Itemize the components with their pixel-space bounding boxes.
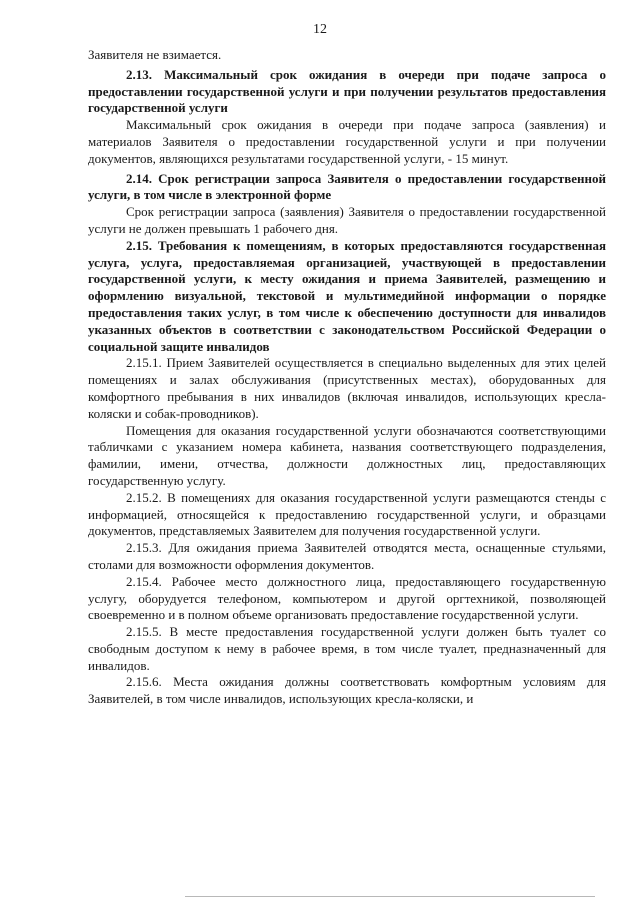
- paragraph-2-15-2: 2.15.2. В помещениях для оказания государственной услуги размещаются стенды с информацией, относящейся к предоставлению государственной услуги, и образцами документов, представляемых Заявителем для получения государственной услуги.: [88, 489, 606, 539]
- paragraph-continuation: Заявителя не взимается.: [88, 47, 222, 62]
- section-heading-2-14: 2.14. Срок регистрации запроса Заявителя о предоставлении государственной услуги, в том числе в электронной форме: [88, 170, 606, 203]
- paragraph-2-15-4: 2.15.4. Рабочее место должностного лица, предоставляющего государственную услугу, оборудуется телефоном, компьютером и другой оргтехникой, позволяющей своевременно и в полном объеме организовать предоставление государственной услуги.: [88, 573, 606, 623]
- paragraph-2-15-1: 2.15.1. Прием Заявителей осуществляется в специально выделенных для этих целей помещениях и залах обслуживания (присутственных местах), оборудованных для комфортного пребывания в них инвалидов (включая инвалидов, использующих кресла-коляски и собак-проводников).: [88, 355, 606, 421]
- paragraph-2-15-5: 2.15.5. В месте предоставления государственной услуги должен быть туалет со свободным доступом к нему в рабочее время, в том числе туалет, предназначенный для инвалидов.: [88, 624, 606, 673]
- paragraph-premises-signs: Помещения для оказания государственной услуги обозначаются соответствующими табличками с указанием номера кабинета, названия соответствующего подразделения, фамилии, имени, отчества, должности должностных лиц, предоставляющих государственную услугу.: [88, 422, 606, 488]
- page-number: 12: [313, 22, 327, 37]
- paragraph-2-15-6: 2.15.6. Места ожидания должны соответствовать комфортным условиям для Заявителей, в том числе инвалидов, использующих кресла-коляски, и: [88, 674, 606, 707]
- section-heading-2-15: 2.15. Требования к помещениям, в которых предоставляются государственная услуга, услуга, предоставляемая организацией, участвующей в предоставлении государственной услуги, к месту ожидания и приема Заявителей, размещению и оформлению визуальной, текстовой и мультимедийной информации о порядке предоставления таких услуг, в том числе к обеспечению доступности для инвалидов указанных объектов в соответствии с законодательством Российской Федерации о социальной защите инвалидов: [88, 237, 606, 354]
- paragraph-2-13-body: Максимальный срок ожидания в очереди при подаче запроса (заявления) и материалов Заявителя о предоставлении государственной услуги и при получении документов, являющихся результатами государственной услуги, - 15 минут.: [88, 117, 606, 166]
- scan-edge-line: [185, 896, 595, 897]
- document-body: [88, 47, 606, 708]
- section-heading-2-13: 2.13. Максимальный срок ожидания в очереди при подаче запроса о предоставлении государственной услуги и при получении результатов предоставления государственной услуги: [88, 66, 606, 116]
- paragraph-2-15-3: 2.15.3. Для ожидания приема Заявителей отводятся места, оснащенные стульями, столами для возможности оформления документов.: [88, 540, 606, 572]
- paragraph-2-14-body: Срок регистрации запроса (заявления) Заявителя о предоставлении государственной услуги не должен превышать 1 рабочего дня.: [88, 204, 606, 236]
